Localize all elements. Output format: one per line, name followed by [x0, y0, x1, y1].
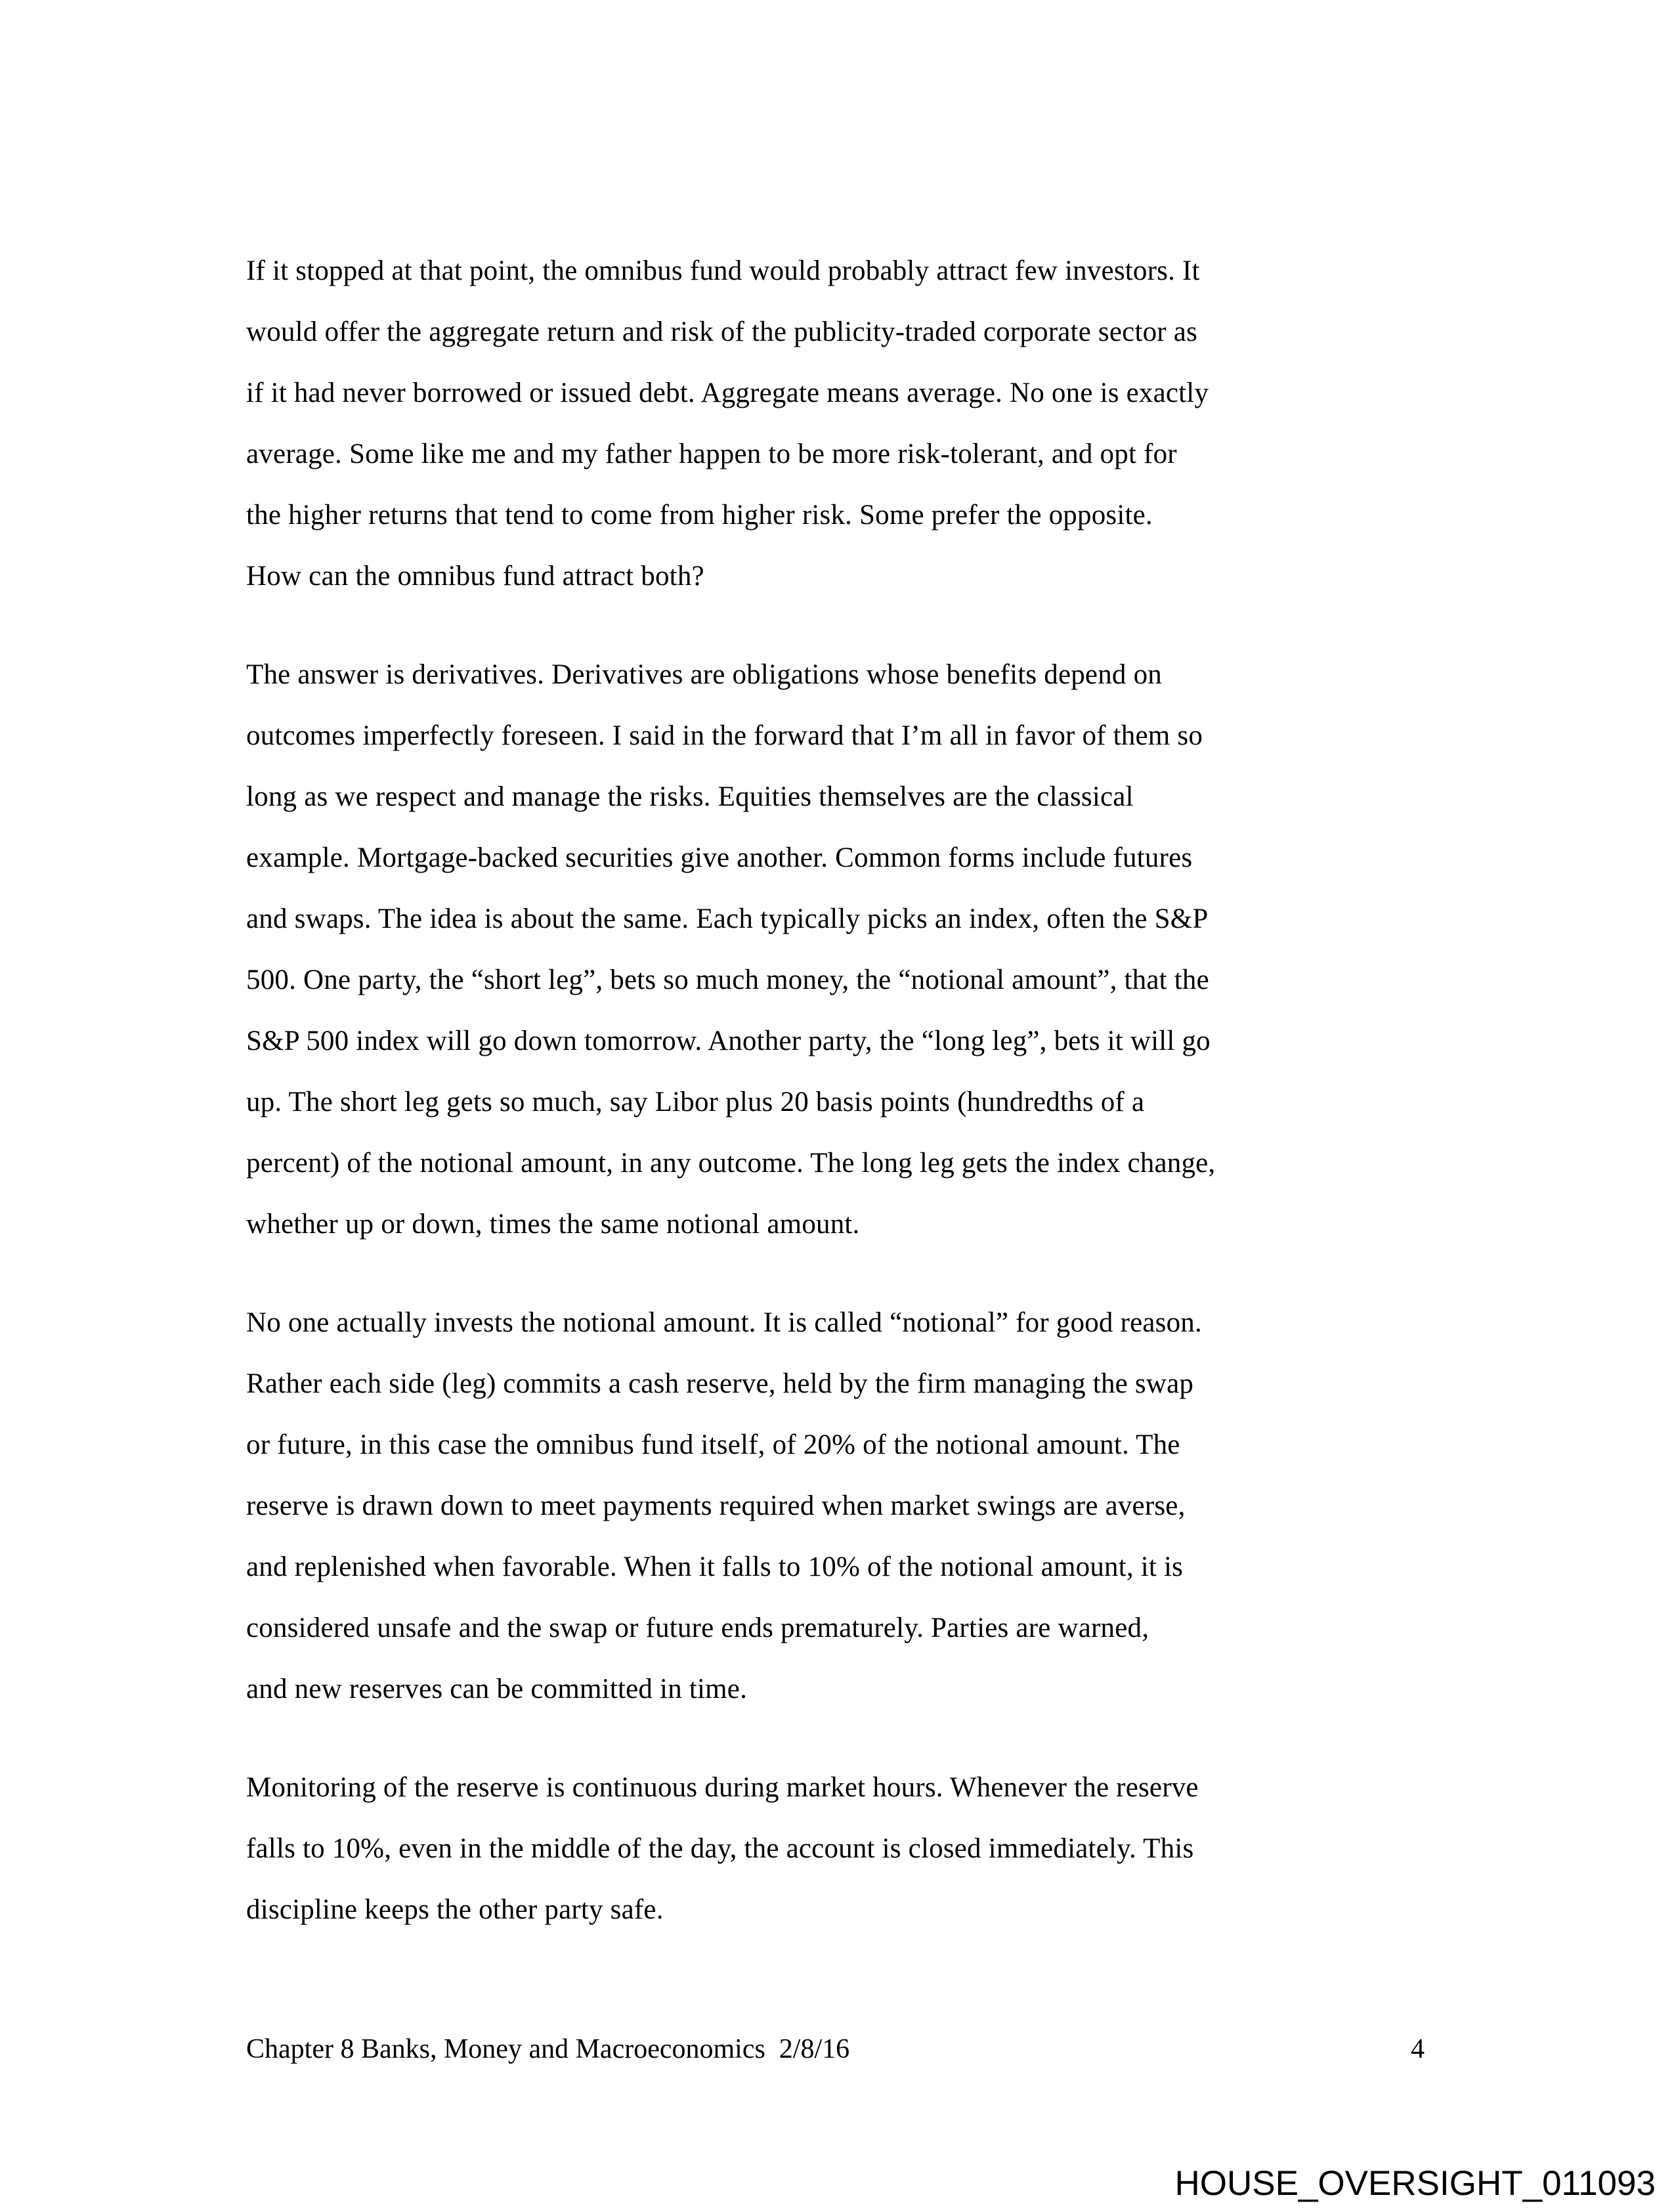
text-line: Rather each side (leg) commits a cash reserve, held by the firm managing the swap — [246, 1368, 1194, 1399]
text-line: Monitoring of the reserve is continuous during market hours. Whenever the reserve — [246, 1772, 1199, 1803]
bates-stamp: HOUSE_OVERSIGHT_011093 — [1174, 2164, 1656, 2203]
body-text — [246, 240, 1434, 1940]
text-line: and swaps. The idea is about the same. Each typically picks an index, often the S&P — [246, 903, 1209, 934]
paragraph-4 — [246, 1757, 1434, 1940]
text-line: long as we respect and manage the risks. Equities themselves are the classical — [246, 781, 1134, 812]
paragraph-3 — [246, 1292, 1434, 1720]
text-line: percent) of the notional amount, in any outcome. The long leg gets the index change, — [246, 1148, 1216, 1179]
footer-chapter-date: Chapter 8 Banks, Money and Macroeconomics 2/8/16 — [246, 2034, 850, 2064]
text-line: if it had never borrowed or issued debt. Aggregate means average. No one is exactly — [246, 378, 1209, 408]
text-line: considered unsafe and the swap or future ends prematurely. Parties are warned, — [246, 1613, 1149, 1643]
text-line: The answer is derivatives. Derivatives are obligations whose benefits depend on — [246, 659, 1162, 690]
text-line: If it stopped at that point, the omnibus fund would probably attract few investors. It — [246, 255, 1200, 286]
text-line: average. Some like me and my father happen to be more risk-tolerant, and opt for — [246, 439, 1177, 469]
text-line: up. The short leg gets so much, say Libor plus 20 basis points (hundredths of a — [246, 1087, 1145, 1117]
text-line: and new reserves can be committed in time. — [246, 1674, 748, 1704]
text-line: outcomes imperfectly foreseen. I said in the forward that I’m all in favor of them so — [246, 720, 1203, 751]
text-line: or future, in this case the omnibus fund itself, of 20% of the notional amount. The — [246, 1429, 1180, 1460]
text-line: and replenished when favorable. When it falls to 10% of the notional amount, it is — [246, 1551, 1184, 1582]
page-number: 4 — [1411, 2034, 1425, 2064]
text-line: How can the omnibus fund attract both? — [246, 561, 704, 592]
text-line: example. Mortgage-backed securities give another. Common forms include futures — [246, 842, 1193, 873]
text-line: would offer the aggregate return and risk of the publicity-traded corporate sector as — [246, 316, 1197, 347]
text-line: 500. One party, the “short leg”, bets so much money, the “notional amount”, that the — [246, 965, 1209, 995]
paragraph-2 — [246, 644, 1434, 1255]
text-line: whether up or down, times the same notional amount. — [246, 1209, 860, 1240]
page-footer — [246, 2033, 1425, 2066]
text-line: the higher returns that tend to come from higher risk. Some prefer the opposite. — [246, 500, 1153, 531]
text-line: discipline keeps the other party safe. — [246, 1894, 664, 1925]
text-line: S&P 500 index will go down tomorrow. Another party, the “long leg”, bets it will go — [246, 1026, 1211, 1056]
text-line: No one actually invests the notional amount. It is called “notional” for good reason. — [246, 1307, 1202, 1338]
text-line: falls to 10%, even in the middle of the day, the account is closed immediately. This — [246, 1833, 1194, 1864]
paragraph-1 — [246, 240, 1434, 607]
text-line: reserve is drawn down to meet payments required when market swings are averse, — [246, 1490, 1186, 1521]
